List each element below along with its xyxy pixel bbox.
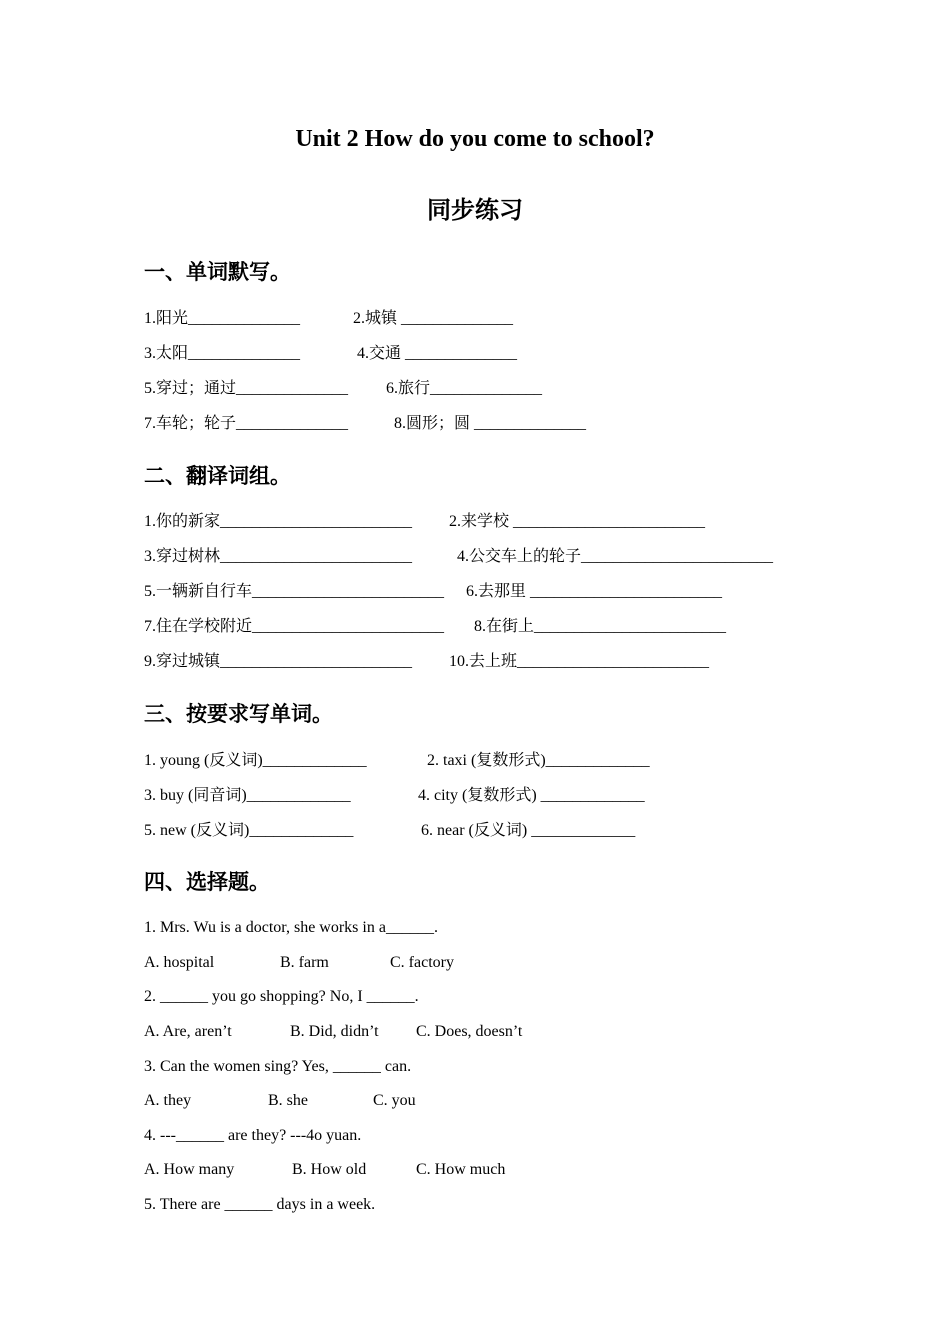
exercise-item: 1.你的新家________________________ bbox=[144, 513, 413, 530]
option-a: A. Are, aren’t bbox=[144, 1023, 232, 1040]
exercise-item: 1. young (反义词)_____________ bbox=[144, 752, 367, 769]
question-text: 1. Mrs. Wu is a doctor, she works in a______. bbox=[144, 919, 438, 936]
option-c: C. you bbox=[373, 1092, 416, 1109]
option-b: B. Did, didn’t bbox=[290, 1023, 379, 1040]
exercise-item: 8.圆形；圆 ______________ bbox=[394, 415, 587, 432]
exercise-item: 2.来学校 ________________________ bbox=[449, 513, 706, 530]
exercise-item: 8.在街上________________________ bbox=[474, 618, 727, 635]
exercise-item: 6. near (反义词) _____________ bbox=[421, 822, 636, 839]
exercise-item: 4. city (复数形式) _____________ bbox=[418, 787, 645, 804]
exercise-item: 7.车轮；轮子______________ bbox=[144, 415, 349, 432]
exercise-item: 7.住在学校附近________________________ bbox=[144, 618, 445, 635]
exercise-item: 5.穿过；通过______________ bbox=[144, 380, 349, 397]
exercise-item: 3. buy (同音词)_____________ bbox=[144, 787, 351, 804]
section-heading-vocabulary: 一、单词默写。 bbox=[144, 260, 291, 284]
worksheet-subtitle: 同步练习 bbox=[427, 196, 523, 224]
exercise-item: 4.交通 ______________ bbox=[357, 345, 518, 362]
option-a: A. they bbox=[144, 1092, 192, 1109]
option-a: A. How many bbox=[144, 1161, 235, 1178]
exercise-item: 3.太阳______________ bbox=[144, 345, 301, 362]
option-c: C. factory bbox=[390, 954, 454, 971]
exercise-item: 5.一辆新自行车________________________ bbox=[144, 583, 445, 600]
worksheet-title: Unit 2 How do you come to school? bbox=[295, 126, 655, 152]
question-text: 4. ---______ are they? ---4o yuan. bbox=[144, 1127, 362, 1144]
exercise-item: 2.城镇 ______________ bbox=[353, 310, 514, 327]
exercise-item: 6.去那里 ________________________ bbox=[466, 583, 723, 600]
option-b: B. she bbox=[268, 1092, 308, 1109]
option-b: B. How old bbox=[292, 1161, 367, 1178]
option-b: B. farm bbox=[280, 954, 329, 971]
section-heading-phrases: 二、翻译词组。 bbox=[144, 464, 291, 488]
question-text: 3. Can the women sing? Yes, ______ can. bbox=[144, 1058, 412, 1075]
exercise-item: 10.去上班________________________ bbox=[449, 653, 710, 670]
question-text: 5. There are ______ days in a week. bbox=[144, 1196, 376, 1213]
exercise-item: 2. taxi (复数形式)_____________ bbox=[427, 752, 650, 769]
option-c: C. How much bbox=[416, 1161, 506, 1178]
exercise-item: 1.阳光______________ bbox=[144, 310, 301, 327]
option-a: A. hospital bbox=[144, 954, 215, 971]
question-text: 2. ______ you go shopping? No, I ______. bbox=[144, 988, 419, 1005]
exercise-item: 9.穿过城镇________________________ bbox=[144, 653, 413, 670]
section-heading-word-forms: 三、按要求写单词。 bbox=[144, 702, 333, 726]
exercise-item: 4.公交车上的轮子________________________ bbox=[457, 548, 774, 565]
section-heading-multiple-choice: 四、选择题。 bbox=[144, 870, 270, 894]
exercise-item: 6.旅行______________ bbox=[386, 380, 543, 397]
option-c: C. Does, doesn’t bbox=[416, 1023, 523, 1040]
exercise-item: 5. new (反义词)_____________ bbox=[144, 822, 354, 839]
exercise-item: 3.穿过树林________________________ bbox=[144, 548, 413, 565]
